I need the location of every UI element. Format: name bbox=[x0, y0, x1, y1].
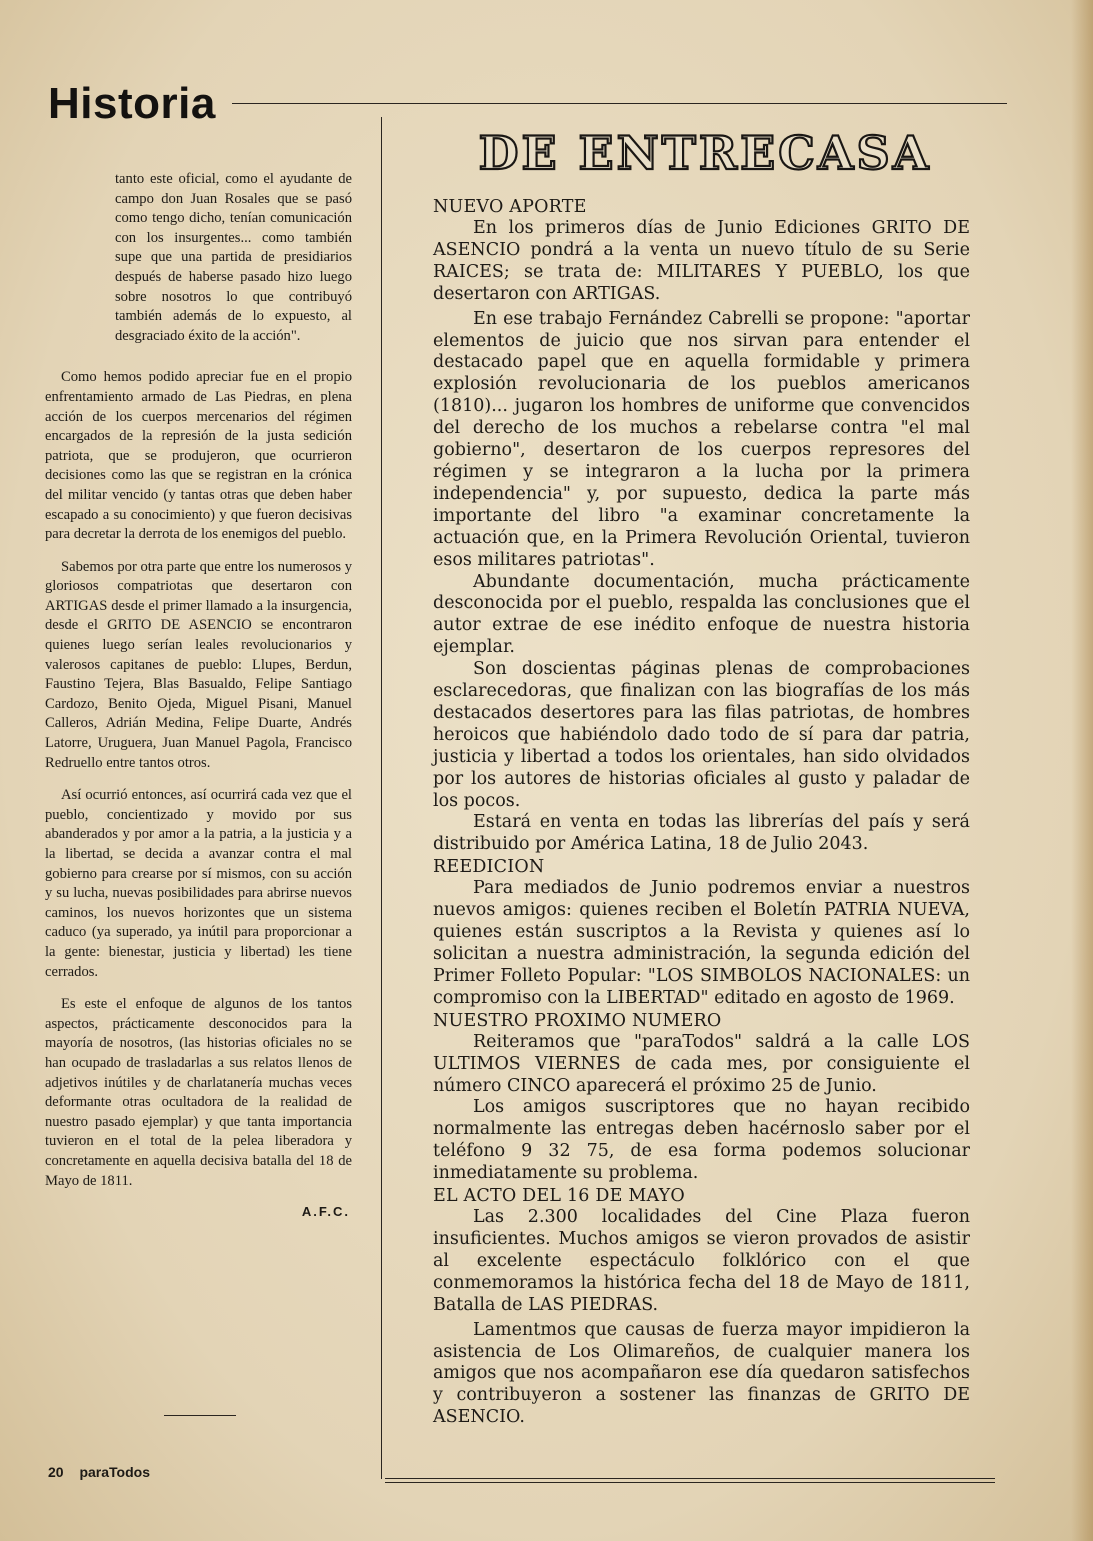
page-number: 20 bbox=[48, 1464, 64, 1480]
quote-paragraph: tanto este oficial, como el ayudante de campo don Juan Rosales que se pasó como tengo dicho, tenían comunicación con los insurgentes... como también supe que una partida de presidiarios después de haberse pasado hizo luego sobre nosotros lo que contribuyó también además de lo expuesto, al desgraciado éxito de la acción". bbox=[115, 171, 352, 344]
column-divider bbox=[381, 117, 382, 1479]
right-column bbox=[433, 196, 970, 1429]
paragraph: Los amigos suscriptores que no hayan recibido normalmente las entregas deben hacérnoslo saber por el teléfono 9 32 75, de esa forma podemos solucionar inmediatamente su problema. bbox=[433, 1097, 970, 1184]
page-footer bbox=[48, 1464, 150, 1480]
column-header-title: DE ENTRECASA bbox=[478, 126, 932, 180]
paragraph: Son doscientas páginas plenas de comprobaciones esclarecedoras, que finalizan con las biografías de los más destacados desertores para las filas patriotas, de hombres heroicos que habiéndolo dado todo de sí para dar patria, justicia y libertad a todos los orientales, han sido olvidados por los autores de historias oficiales al gusto y paladar de los pocos. bbox=[433, 659, 970, 811]
paragraph: Es este el enfoque de algunos de los tantos aspectos, prácticamente desconocidos para la mayoría de nosotros, (las historias oficiales no se han ocupado de trasladarlas a sus relatos llenos de adjetivos inútiles y de charlatanería muchas veces deformante otras ocultadora de la realidad de nuestro pasado ejemplar) y que tanta importancia tuvieron en el total de la pelea liberadora y concretamente en aquella decisiva batalla del 18 de Mayo de 1811. bbox=[45, 996, 352, 1189]
subheading: NUEVO APORTE bbox=[433, 197, 587, 217]
paragraph: Así ocurrió entonces, así ocurrirá cada vez que el pueblo, concientizado y movido por sus abanderados y por amor a la patria, a la justicia y a la libertad, se decida a avanzar contra el mal gobierno para crearse por sí mismos, con su acción y su lucha, nuevas posibilidades para abrirse nuevos caminos, los nuevos horizontes que un sistema caduco (ya superado, ya inútil para proporcionar a la gente: bienestar, justicia y libertad) les tiene cerrados. bbox=[45, 787, 352, 980]
section-title: Historia bbox=[48, 79, 216, 128]
subheading: EL ACTO DEL 16 DE MAYO bbox=[433, 1186, 685, 1207]
left-column bbox=[45, 170, 352, 1235]
paragraph: Estará en venta en todas las librerías del país y será distribuido por América Latina, 18 de Julio 2043. bbox=[433, 812, 970, 855]
paragraph: Para mediados de Junio podremos enviar a nuestros nuevos amigos: quienes reciben el Boletín PATRIA NUEVA, quienes están suscriptos a la Revista y quienes así lo solicitan a nuestra administración, la segunda edición del Primer Folleto Popular: "LOS SIMBOLOS NACIONALES: un compromiso con la LIBERTAD" editado en agosto de 1969. bbox=[433, 878, 970, 1008]
paragraph: En ese trabajo Fernández Cabrelli se propone: "aportar elementos de juicio que nos sirvan para entender el destacado papel que en aquella formidable y primera explosión revolucionaria de los pueblos americanos (1810)... jugaron los hombres de uniforme que convencidos del derecho de los muchos a rebelarse contra "el mal gobierno", desertaron de los cuerpos represores del régimen y se integraron a la lucha por la primera independencia" y, por supuesto, dedica la parte más importante del libro "a examinar concretamente la actuación que, en la Primera Revolución Oriental, tuvieron esos militares patriotas". bbox=[433, 308, 970, 570]
paragraph: Reiteramos que "paraTodos" saldrá a la calle LOS ULTIMOS VIERNES de cada mes, por consiguiente el número CINCO aparecerá el próximo 25 de Junio. bbox=[433, 1031, 970, 1096]
end-rule bbox=[164, 1415, 236, 1416]
bottom-rule-thin bbox=[385, 1482, 995, 1483]
magazine-name: paraTodos bbox=[79, 1464, 150, 1480]
page-edge-shadow bbox=[1071, 0, 1093, 1541]
subheading: REEDICION bbox=[433, 857, 545, 878]
paragraph: Abundante documentación, mucha prácticamente desconocida por el pueblo, respalda las conclusiones que el autor extrae de ese inédito enfoque de nuestra historia ejemplar. bbox=[433, 571, 970, 658]
title-rule bbox=[232, 103, 1007, 104]
bottom-rule bbox=[385, 1478, 995, 1479]
subheading: NUESTRO PROXIMO NUMERO bbox=[433, 1010, 722, 1031]
paragraph: Lamentmos que causas de fuerza mayor impidieron la asistencia de Los Olimareños, de cualquier manera los amigos que nos acompañaron ese día quedaron satisfechos y contribuyeron a sostener las finanzas de GRITO DE ASENCIO. bbox=[433, 1319, 970, 1428]
paragraph: Como hemos podido apreciar fue en el propio enfrentamiento armado de Las Piedras, en plena acción de los cuerpos mercenarios del régimen encargados de la represión de la justa sedición patriota, que se produjeron, que ocurrieron decisiones como las que se registran en la crónica del militar vencido (y tantas otras que deben haber escapado a su conocimiento) y que fueron decisivas para decretar la derrota de los enemigos del pueblo. bbox=[45, 369, 352, 543]
author-signature: A.F.C. bbox=[301, 1204, 350, 1220]
paragraph: Sabemos por otra parte que entre los numerosos y gloriosos compatriotas que desertaron con ARTIGAS desde el primer llamado a la insurgencia, desde el GRITO DE ASENCIO se encontraron quienes luego serían leales revolucionarios y valerosos capitanes de pueblo: Llupes, Berdun, Faustino Tejera, Blas Basualdo, Felipe Santiago Cardozo, Benito Ojeda, Miguel Pisani, Manuel Calleros, Adrián Medina, Felipe Duarte, Andrés Latorre, Uruguera, Juan Manuel Pagola, Francisco Redruello entre tantos otros. bbox=[45, 558, 352, 771]
paragraph: En los primeros días de Junio Ediciones GRITO DE ASENCIO pondrá a la venta un nuevo título de su Serie RAICES; se trata de: MILITARES Y PUEBLO, los que desertaron con ARTIGAS. bbox=[433, 218, 970, 304]
paragraph: Las 2.300 localidades del Cine Plaza fueron insuficientes. Muchos amigos se vieron provados de asistir al excelente espectáculo folklórico con el que conmemoramos la histórica fecha del 18 de Mayo de 1811, Batalla de LAS PIEDRAS. bbox=[433, 1207, 970, 1315]
